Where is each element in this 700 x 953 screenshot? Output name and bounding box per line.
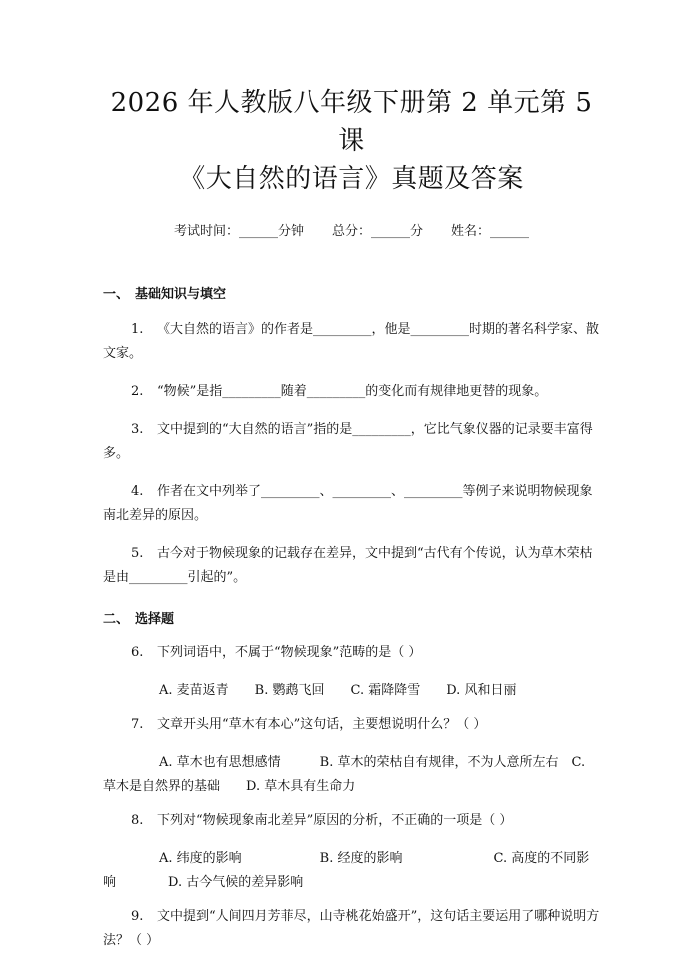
question-8 (103, 809, 600, 833)
question-text: 作者在文中列举了_________、_________、_________等例子来说明物候现象南北差异的原因。 (103, 484, 593, 523)
section-heading-2 (103, 608, 600, 627)
section-title: 基础知识与填空 (135, 287, 227, 302)
exam-info (103, 220, 600, 239)
title-line-1: 2026 年人教版八年级下册第 2 单元第 5 课 (110, 88, 593, 156)
question-text: 古今对于物候现象的记载存在差异，文中提到“古代有个传说，认为草木荣枯是由_________引起的”。 (103, 546, 593, 585)
question-number: 6. (131, 645, 144, 660)
question-number: 2. (131, 384, 144, 399)
title-line-2: 《大自然的语言》真题及答案 (179, 164, 524, 194)
question-number: 3. (131, 422, 144, 437)
question-text: 文中提到“人间四月芳菲尽，山寺桃花始盛开”，这句话主要运用了哪种说明方法？（ ） (103, 909, 600, 948)
question-7 (103, 713, 600, 737)
question-8-options: A. 纬度的影响 B. 经度的影响 C. 高度的不同影响 D. 古今气候的差异影响 (103, 851, 590, 890)
question-number: 5. (131, 546, 144, 561)
question-number: 8. (131, 813, 144, 828)
section-number: 二、 (103, 612, 130, 627)
question-number: 4. (131, 484, 144, 499)
exam-name-field: 姓名：______ (451, 224, 530, 239)
question-9 (103, 905, 600, 953)
question-6-options: A. 麦苗返青 B. 鹦鹉飞回 C. 霜降降雪 D. 风和日丽 (159, 683, 517, 698)
question-1 (103, 318, 600, 366)
question-3 (103, 418, 600, 466)
question-number: 1. (131, 322, 144, 337)
question-text: 下列对“物候现象南北差异”原因的分析，不正确的一项是（ ） (157, 813, 513, 828)
question-text: 文章开头用“草木有本心”这句话，主要想说明什么？（ ） (157, 717, 487, 732)
exam-score-field: 总分：______分 (331, 224, 423, 239)
exam-time-field: 考试时间：______分钟 (173, 224, 304, 239)
section-title: 选择题 (135, 612, 175, 627)
document-title (103, 84, 600, 198)
section-heading-1 (103, 283, 600, 302)
question-6 (103, 641, 600, 665)
question-number: 7. (131, 717, 144, 732)
question-text: 《大自然的语言》的作者是_________，他是_________时期的著名科学家、散文家。 (103, 322, 600, 361)
question-text: 文中提到的“大自然的语言”指的是_________，它比气象仪器的记录要丰富得多。 (103, 422, 593, 461)
section-number: 一、 (103, 287, 130, 302)
question-5 (103, 542, 600, 590)
question-number: 9. (131, 909, 144, 924)
question-7-options: A. 草木也有思想感情 B. 草木的荣枯自有规律，不为人意所左右 C. 草木是自然界的基础 D. 草木具有生命力 (103, 755, 590, 794)
question-4 (103, 480, 600, 528)
question-text: “物候”是指_________随着_________的变化而有规律地更替的现象。 (157, 384, 548, 399)
question-text: 下列词语中，不属于“物候现象”范畴的是（ ） (157, 645, 422, 660)
question-2 (103, 380, 600, 404)
